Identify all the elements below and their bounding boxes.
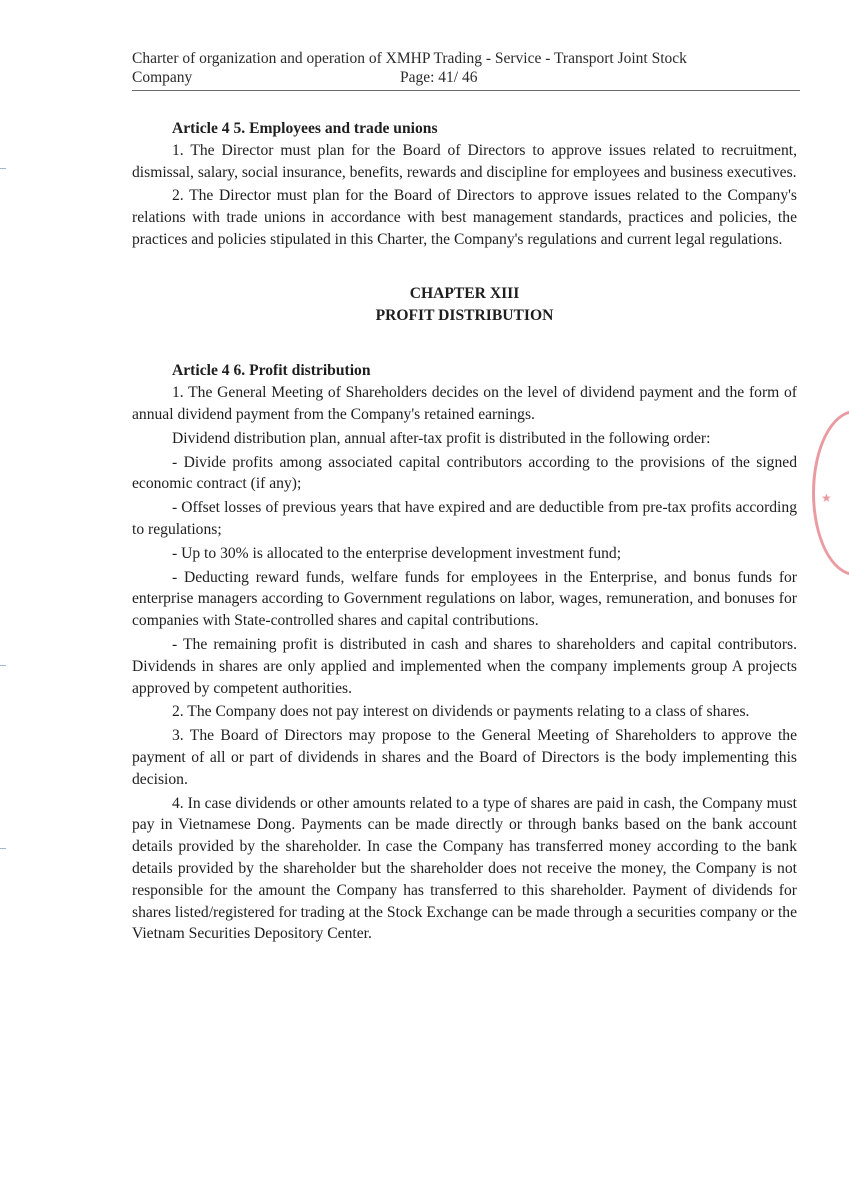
article-46-heading: Article 4 6. Profit distribution bbox=[172, 362, 371, 380]
margin-mark bbox=[0, 665, 6, 666]
article-45-paragraph-2: 2. The Director must plan for the Board of Directors to approve issues related to the Company's relations with trade unions in accordance with best management standards, practices and policies, the practices and policies stipulated in this Charter, the Company's regulations and current legal regulations. bbox=[132, 187, 797, 248]
chapter-title: PROFIT DISTRIBUTION bbox=[375, 306, 554, 324]
article-46-item-3: - Up to 30% is allocated to the enterprise development investment fund; bbox=[172, 544, 622, 562]
article-46-item-2: - Offset losses of previous years that have expired and are deductible from pre-tax profits according to regulations; bbox=[132, 499, 797, 538]
article-46-paragraph-2: Dividend distribution plan, annual after-tax profit is distributed in the following order: bbox=[172, 429, 711, 447]
article-46-item-5: - The remaining profit is distributed in cash and shares to shareholders and capital contributors. Dividends in shares are only applied and implemented when the company implements group A projects approved by competent authorities. bbox=[132, 635, 797, 697]
header-divider bbox=[132, 90, 800, 91]
page-header bbox=[132, 49, 800, 87]
article-46-paragraph-5: 4. In case dividends or other amounts related to a type of shares are paid in cash, the Company must pay in Vietnamese Dong. Payments can be made directly or through banks based on the bank account details provided by the shareholder. In case the Company has transferred money according to the bank details provided by the shareholder but the shareholder does not receive the money, the Company is not responsible for the amount the Company has transferred to this shareholder. Payment of dividends for shares listed/registered for trading at the Stock Exchange can be made through a securities company or the Vietnam Securities Depository Center. bbox=[132, 794, 797, 943]
article-46-paragraph-4: 3. The Board of Directors may propose to the General Meeting of Shareholders to approve the payment of all or part of dividends in shares and the Board of Directors is the body implementing this decision. bbox=[132, 727, 797, 788]
article-46-item-1: - Divide profits among associated capital contributors according to the provisions of the signed economic contract (if any); bbox=[132, 453, 797, 493]
article-45-paragraph-1: 1. The Director must plan for the Board of Directors to approve issues related to recruitment, dismissal, salary, social insurance, benefits, rewards and discipline for employees and business executives. bbox=[132, 141, 797, 181]
chapter-number: CHAPTER XIII bbox=[409, 284, 520, 302]
margin-mark bbox=[0, 168, 6, 169]
red-seal-stamp: ★ bbox=[812, 410, 849, 576]
article-46-item-4: - Deducting reward funds, welfare funds for employees in the Enterprise, and bonus funds for enterprise managers according to Government regulations on labor, wages, remuneration, and bonuses for companies with State-controlled shares and capital contributions. bbox=[132, 568, 797, 630]
document-body bbox=[132, 118, 797, 947]
article-46-paragraph-1: 1. The General Meeting of Shareholders decides on the level of dividend payment and the form of annual dividend payment from the Company's retained earnings. bbox=[132, 384, 797, 423]
header-title-line2: Company bbox=[132, 69, 193, 86]
page-number: Page: 41/ 46 bbox=[400, 69, 478, 86]
article-45-heading: Article 4 5. Employees and trade unions bbox=[172, 120, 438, 137]
header-title-line1: Charter of organization and operation of XMHP Trading - Service - Transport Joint Stock bbox=[132, 50, 687, 67]
margin-mark bbox=[0, 848, 6, 849]
article-46-paragraph-3: 2. The Company does not pay interest on dividends or payments relating to a class of shares. bbox=[172, 703, 750, 721]
